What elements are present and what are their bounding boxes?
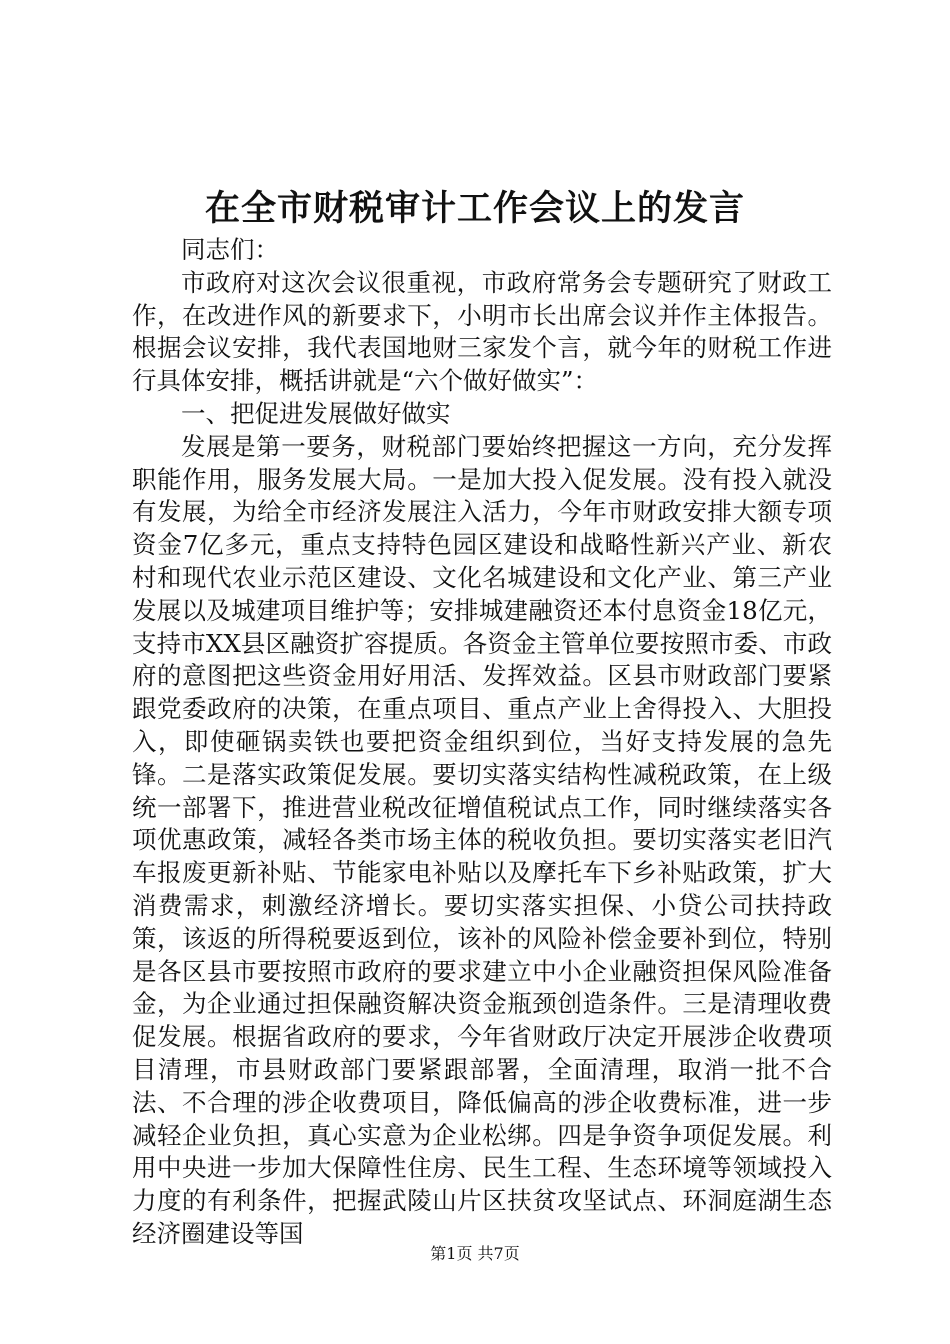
- intro-paragraph: 市政府对这次会议很重视，市政府常务会专题研究了财政工作，在改进作风的新要求下，小明市长出席会议并作主体报告。根据会议安排，我代表国地财三家发个言，就今年的财税工作进行具体安排，概括讲就是“六个做好做实”：: [132, 267, 832, 396]
- page-title: 在全市财税审计工作会议上的发言: [204, 189, 745, 229]
- section-heading: 一、把促进发展做好做实: [181, 398, 451, 428]
- document-body: [132, 234, 832, 1251]
- body-paragraph: 发展是第一要务，财税部门要始终把握这一方向，充分发挥职能作用，服务发展大局。一是加大投入促发展。没有投入就没有发展，为给全市经济发展注入活力，今年市财政安排大额专项资金7亿多元，重点支持特色园区建设和战略性新兴产业、新农村和现代农业示范区建设、文化名城建设和文化产业、第三产业发展以及城建项目维护等；安排城建融资还本付息资金18亿元，支持市XX县区融资扩容提质。各资金主管单位要按照市委、市政府的意图把这些资金用好用活、发挥效益。区县市财政部门要紧跟党委政府的决策，在重点项目、重点产业上舍得投入、大胆投入，即使砸锅卖铁也要把资金组织到位，当好支持发展的急先锋。二是落实政策促发展。要切实落实结构性减税政策，在上级统一部署下，推进营业税改征增值税试点工作，同时继续落实各项优惠政策，减轻各类市场主体的税收负担。要切实落实老旧汽车报废更新补贴、节能家电补贴以及摩托车下乡补贴政策，扩大消费需求，刺激经济增长。要切实落实担保、小贷公司扶持政策，该返的所得税要返到位，该补的风险补偿金要补到位，特别是各区县市要按照市政府的要求建立中小企业融资担保风险准备金，为企业通过担保融资解决资金瓶颈创造条件。三是清理收费促发展。根据省政府的要求，今年省财政厅决定开展涉企收费项目清理，市县财政部门要紧跟部署，全面清理，取消一批不合法、不合理的涉企收费项目，降低偏高的涉企收费标准，进一步减轻企业负担，真心实意为企业松绑。四是争资争项促发展。利用中央进一步加大保障性住房、民生工程、生态环境等领域投入力度的有利条件，把握武陵山片区扶贫攻坚试点、环洞庭湖生态经济圈建设等国: [132, 431, 832, 1248]
- page-number: 第1页 共7页: [430, 1244, 520, 1263]
- salutation: 同志们：: [181, 235, 279, 264]
